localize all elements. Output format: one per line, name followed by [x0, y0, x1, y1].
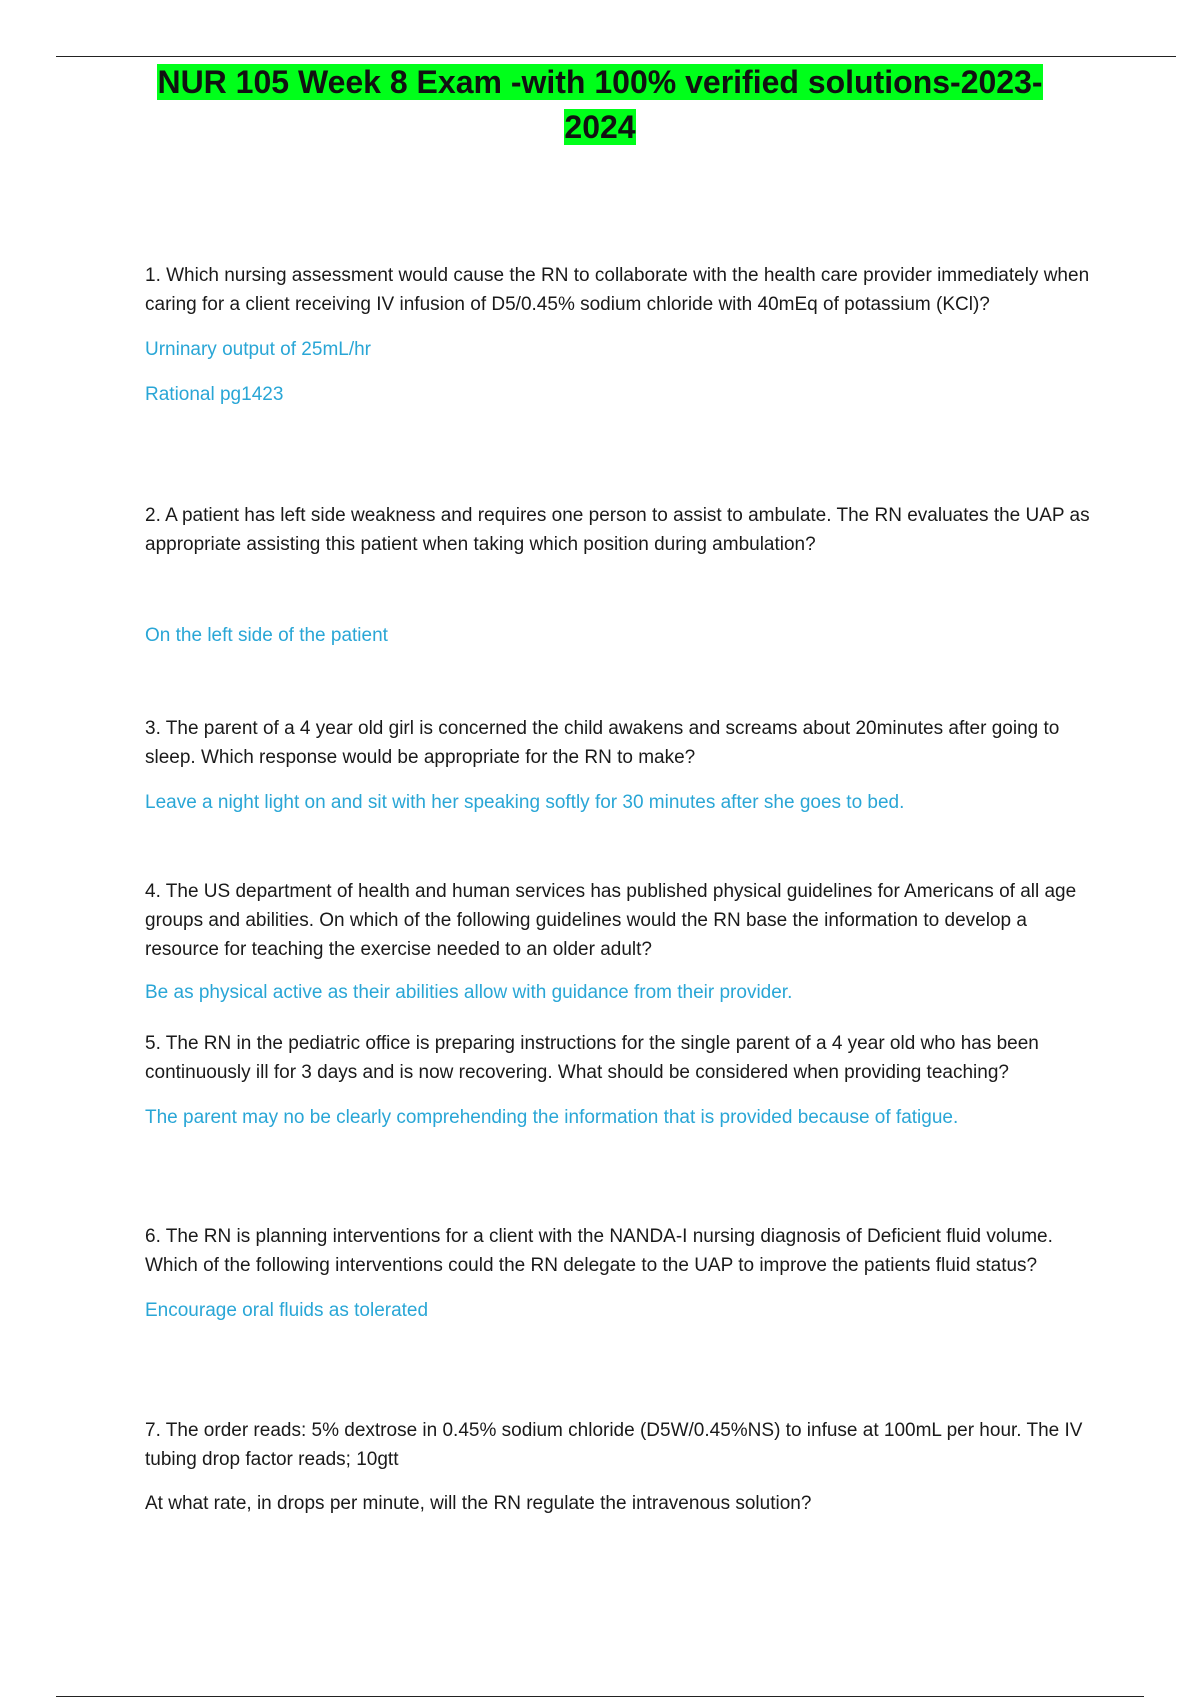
answer-text: Leave a night light on and sit with her speaking softly for 30 minutes after she goes to bed.: [145, 792, 905, 813]
question-6: [145, 1222, 1095, 1325]
question-5: [145, 1029, 1095, 1132]
bottom-rule: [56, 1696, 1144, 1697]
question-text: 7. The order reads: 5% dextrose in 0.45% sodium chloride (D5W/0.45%NS) to infuse at 100mL per hour. The IV tubing drop factor reads; 10gtt: [145, 1420, 1083, 1470]
answer-text: Encourage oral fluids as tolerated: [145, 1300, 429, 1321]
question-followup: At what rate, in drops per minute, will the RN regulate the intravenous solution?: [145, 1493, 812, 1514]
answer-text: Be as physical active as their abilities allow with guidance from their provider.: [145, 982, 793, 1003]
question-2: [145, 501, 1095, 650]
question-4: [145, 877, 1095, 1007]
question-3: [145, 714, 1095, 817]
question-text: 1. Which nursing assessment would cause the RN to collaborate with the health care provider immediately when caring for a client receiving IV infusion of D5/0.45% sodium chloride with 40mEq of potassium (KCl)?: [145, 265, 1090, 315]
top-rule: [56, 56, 1176, 57]
question-text: 3. The parent of a 4 year old girl is concerned the child awakens and screams about 20minutes after going to sleep. Which response would be appropriate for the RN to make?: [145, 718, 1060, 768]
answer-text: Urninary output of 25mL/hr: [145, 339, 372, 360]
question-text: 6. The RN is planning interventions for a client with the NANDA-I nursing diagnosis of Deficient fluid volume. Which of the following interventions could the RN delegate to the UAP to improve the patients fluid status?: [145, 1226, 1053, 1276]
answer-text: On the left side of the patient: [145, 625, 388, 646]
question-7: [145, 1416, 1095, 1518]
document-title: [0, 60, 1200, 150]
question-text: 4. The US department of health and human services has published physical guidelines for Americans of all age groups and abilities. On which of the following guidelines would the RN base the information to develop a resource for teaching the exercise needed to an older adult?: [145, 881, 1077, 960]
answer-text: The parent may no be clearly comprehending the information that is provided because of fatigue.: [145, 1107, 959, 1128]
title-line-1: NUR 105 Week 8 Exam -with 100% verified solutions-2023-: [157, 64, 1043, 100]
question-text: 2. A patient has left side weakness and requires one person to assist to ambulate. The RN evaluates the UAP as appropriate assisting this patient when taking which position during ambulation?: [145, 505, 1090, 555]
title-line-2: 2024: [564, 109, 636, 145]
question-text: 5. The RN in the pediatric office is preparing instructions for the single parent of a 4 year old who has been continuously ill for 3 days and is now recovering. What should be considered when providing teaching?: [145, 1033, 1039, 1083]
question-1: [145, 261, 1095, 409]
rationale-text: Rational pg1423: [145, 384, 284, 405]
